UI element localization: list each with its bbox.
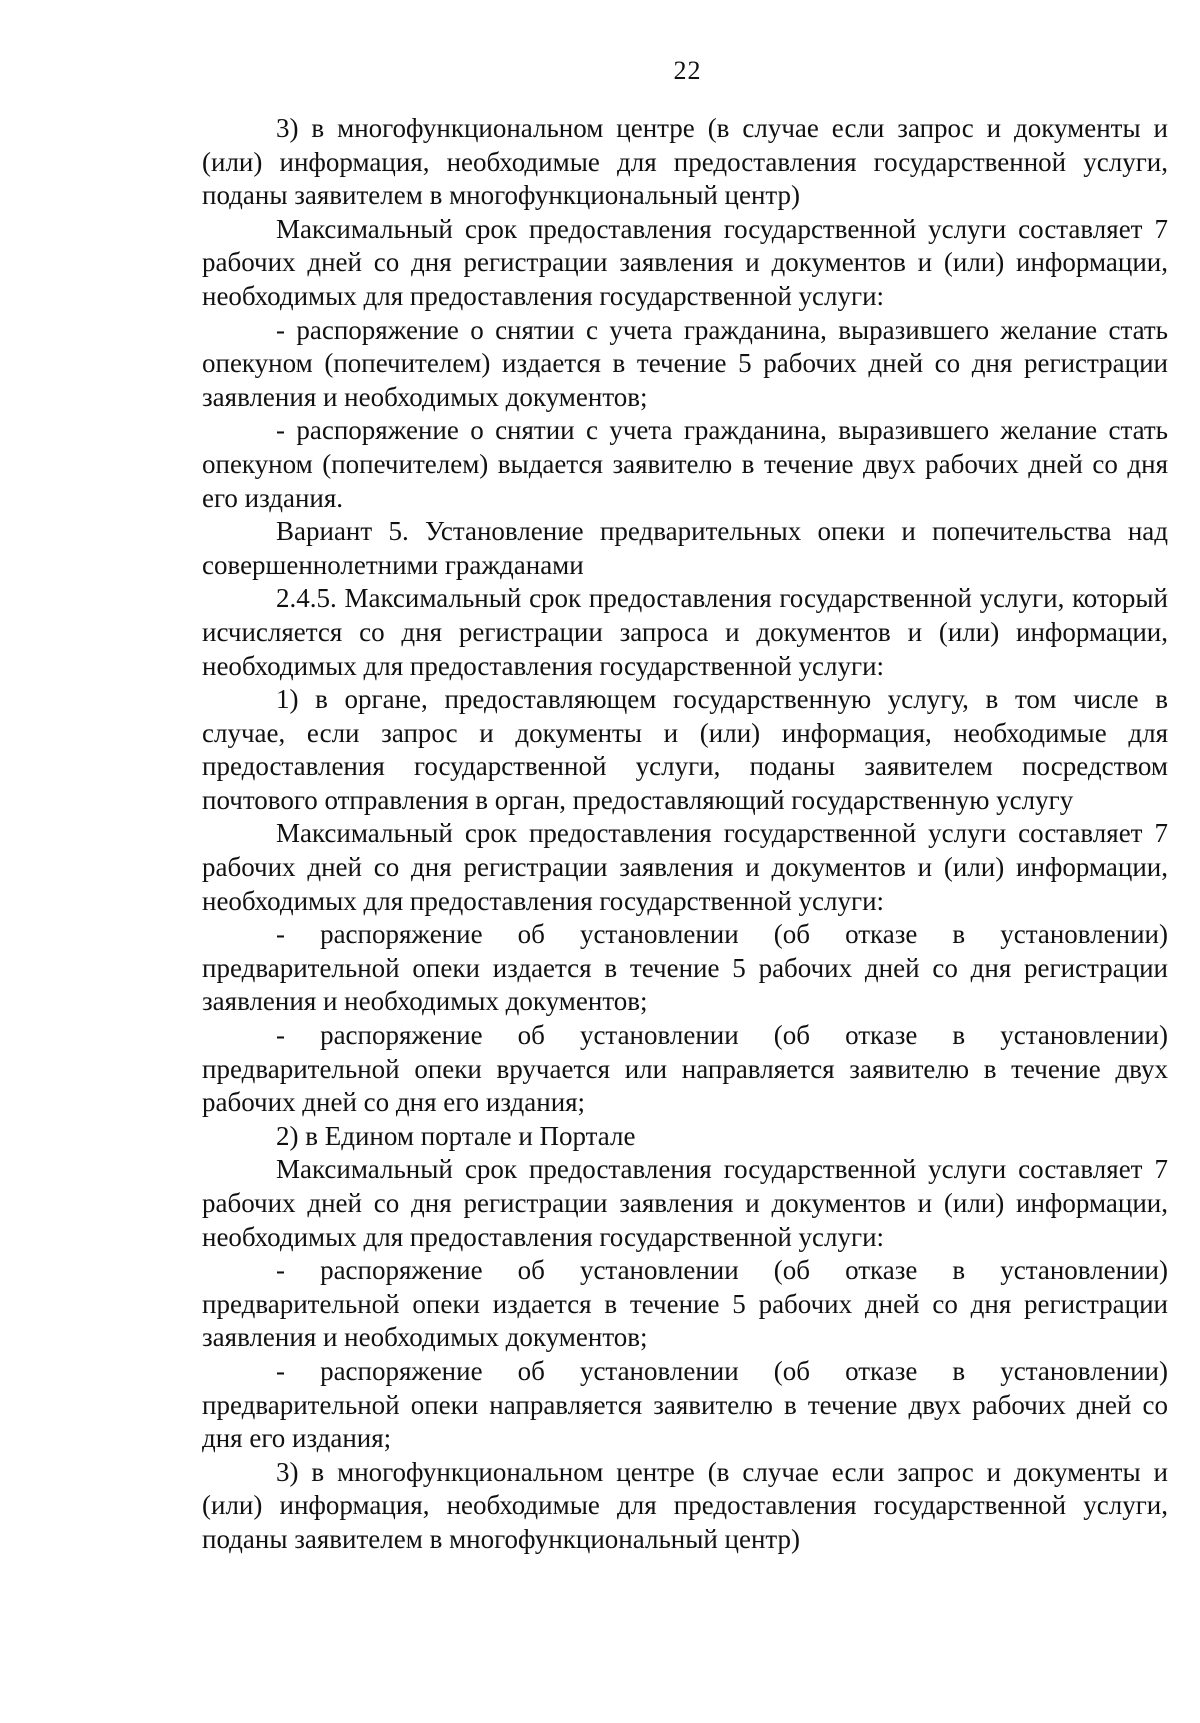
document-body bbox=[202, 112, 1168, 1557]
paragraph-order-deregistration-issued: - распоряжение о снятии с учета гражданина, выразившего желание стать опекуном (попечителем) издается в течение 5 рабочих дней со дня регистрации заявления и необходимых документов; bbox=[202, 314, 1168, 412]
paragraph-portal-channel: 2) в Едином портале и Портале bbox=[276, 1120, 636, 1151]
paragraph-order-guardianship-delivered-authority: - распоряжение об установлении (об отказе в установлении) предварительной опеки вручается или направляется заявителю в течение двух рабочих дней со дня его издания; bbox=[202, 1020, 1168, 1118]
paragraph-max-term-variant4: Максимальный срок предоставления государственной услуги составляет 7 рабочих дней со дня регистрации заявления и документов и (или) информации, необходимых для предоставления государственной услуги: bbox=[202, 213, 1168, 311]
paragraph-order-deregistration-delivered: - распоряжение о снятии с учета гражданина, выразившего желание стать опекуном (попечителем) выдается заявителю в течение двух рабочих дней со дня его издания. bbox=[202, 415, 1168, 513]
variant-5-heading: Вариант 5. Установление предварительных опеки и попечительства над совершеннолетними гражданами bbox=[202, 516, 1168, 580]
paragraph-2-4-5: 2.4.5. Максимальный срок предоставления государственной услуги, который исчисляется со дня регистрации запроса и документов и (или) информации, необходимых для предоставления государственной услуги: bbox=[202, 583, 1168, 681]
paragraph-max-term-authority: Максимальный срок предоставления государственной услуги составляет 7 рабочих дней со дня регистрации заявления и документов и (или) информации, необходимых для предоставления государственной услуги: bbox=[202, 818, 1168, 916]
paragraph-order-guardianship-issued-authority: - распоряжение об установлении (об отказе в установлении) предварительной опеки издается в течение 5 рабочих дней со дня регистрации заявления и необходимых документов; bbox=[202, 919, 1168, 1017]
paragraph-mfc-variant5: 3) в многофункциональном центре (в случае если запрос и документы и (или) информация, необходимые для предоставления государственной услуги, поданы заявителем в многофункциональный центр) bbox=[202, 1456, 1168, 1554]
paragraph-max-term-portal: Максимальный срок предоставления государственной услуги составляет 7 рабочих дней со дня регистрации заявления и документов и (или) информации, необходимых для предоставления государственной услуги: bbox=[202, 1154, 1168, 1252]
paragraph-authority-channel: 1) в органе, предоставляющем государственную услугу, в том числе в случае, если запрос и документы и (или) информация, необходимые для предоставления государственной услуги, поданы заявителем посредством почтового отправления в орган, предоставляющий государственную услугу bbox=[202, 684, 1168, 815]
page-number: 22 bbox=[673, 56, 702, 85]
paragraph-order-guardianship-issued-portal: - распоряжение об установлении (об отказе в установлении) предварительной опеки издается в течение 5 рабочих дней со дня регистрации заявления и необходимых документов; bbox=[202, 1255, 1168, 1353]
paragraph-order-guardianship-sent-portal: - распоряжение об установлении (об отказе в установлении) предварительной опеки направляется заявителю в течение двух рабочих дней со дня его издания; bbox=[202, 1355, 1168, 1454]
paragraph-mfc-variant4: 3) в многофункциональном центре (в случае если запрос и документы и (или) информация, необходимые для предоставления государственной услуги, поданы заявителем в многофункциональный центр) bbox=[202, 113, 1168, 211]
